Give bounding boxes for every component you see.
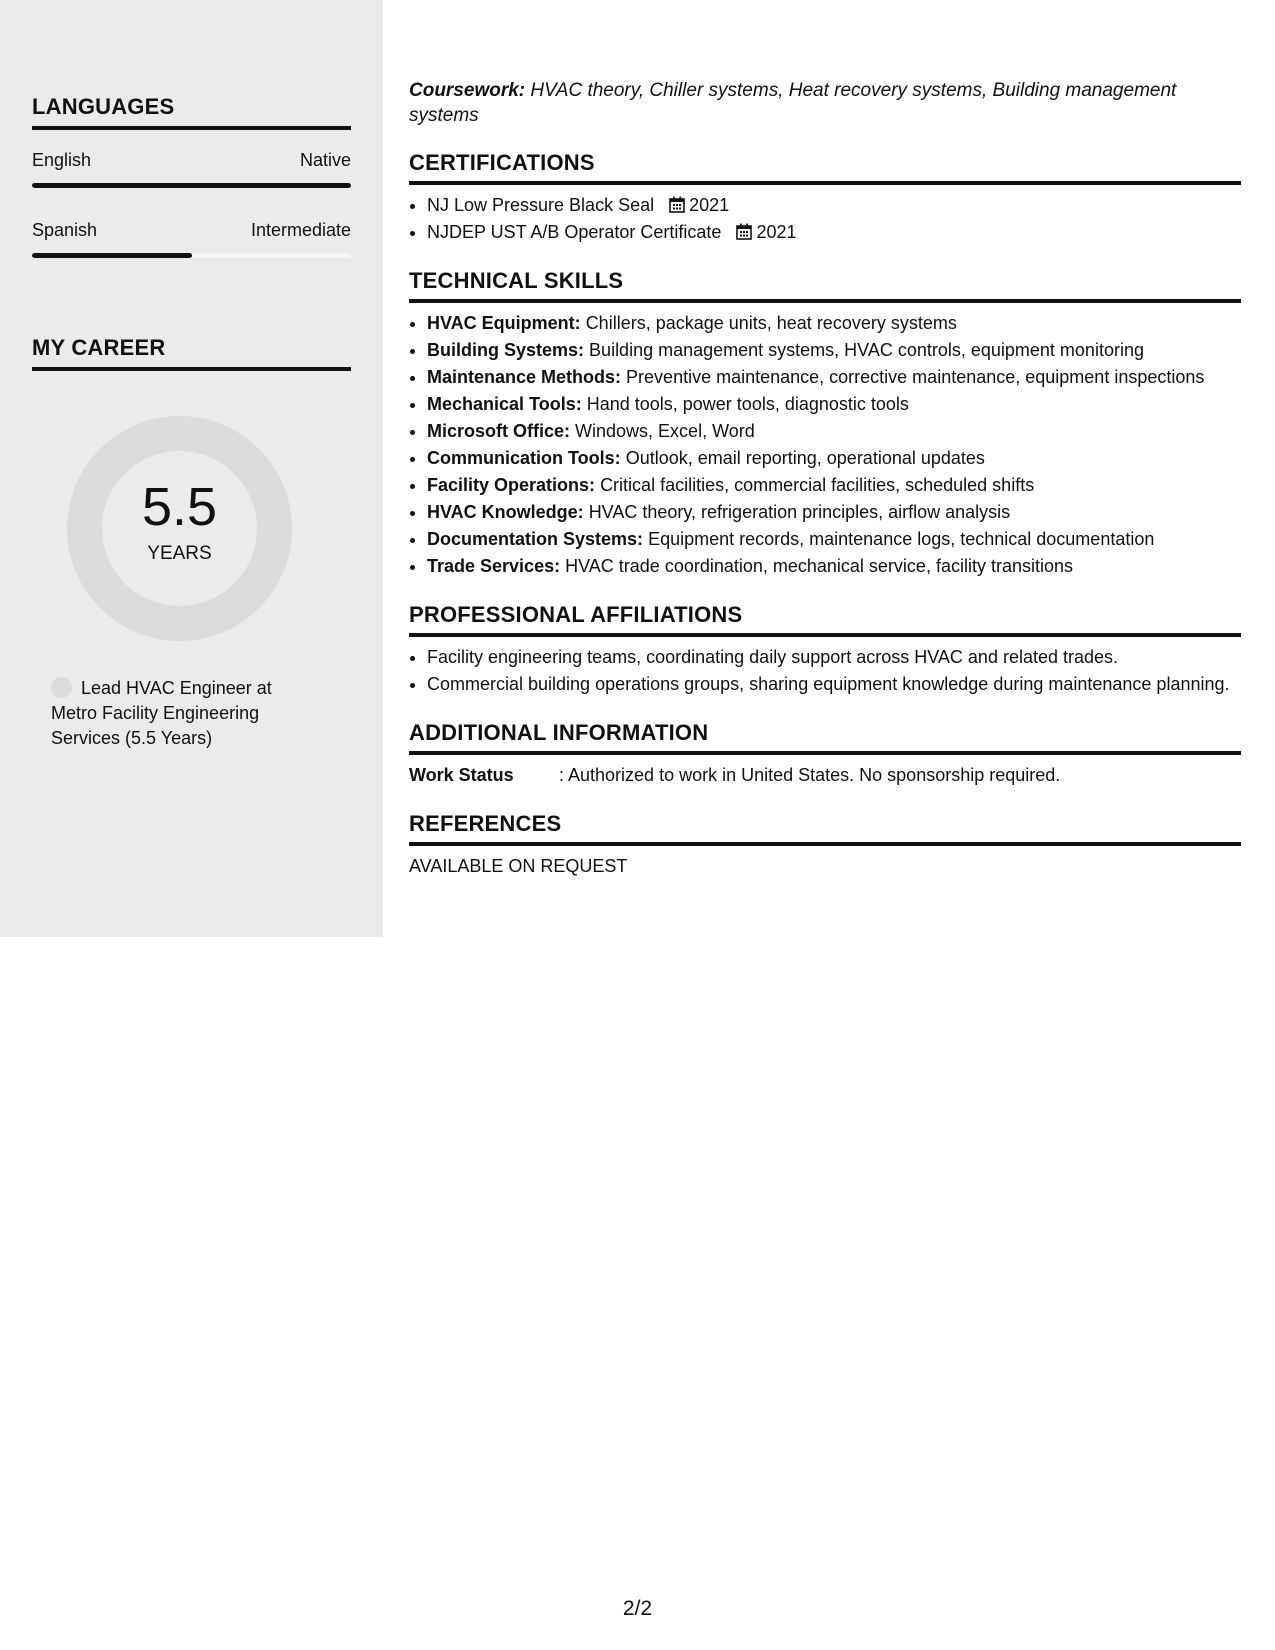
skill-text: Critical facilities, commercial facilities, scheduled shifts xyxy=(600,475,1035,495)
certifications-list xyxy=(409,192,1241,246)
language-spanish-bar xyxy=(32,253,351,258)
language-level: Native xyxy=(299,150,351,170)
skills-list xyxy=(409,310,1241,580)
career-item-text: Lead HVAC Engineer at Metro Facility Engineering Services (5.5 Years) xyxy=(51,678,272,748)
language-spanish-fill xyxy=(32,253,192,258)
skill-label: Mechanical Tools: xyxy=(427,394,582,414)
certification-year: 2021 xyxy=(689,195,730,215)
languages-section xyxy=(32,94,351,240)
skills-heading: TECHNICAL SKILLS xyxy=(409,268,1241,303)
skill-text: Windows, Excel, Word xyxy=(575,421,755,441)
list-item xyxy=(427,445,1241,472)
skill-label: Communication Tools: xyxy=(427,448,621,468)
skill-label: Trade Services: xyxy=(427,556,561,576)
additional-info-heading: ADDITIONAL INFORMATION xyxy=(409,720,1241,755)
work-status-label: Work Status xyxy=(409,765,514,785)
career-years-ring xyxy=(67,416,292,641)
skill-text: Outlook, email reporting, operational updates xyxy=(625,448,985,468)
coursework-label: Coursework: xyxy=(409,80,526,101)
language-name: Spanish xyxy=(32,220,98,240)
list-item xyxy=(427,192,1241,219)
coursework-text: HVAC theory, Chiller systems, Heat recovery systems, Building management systems xyxy=(409,80,1177,126)
list-item xyxy=(427,418,1241,445)
list-item xyxy=(427,310,1241,337)
skill-text: Chillers, package units, heat recovery systems xyxy=(585,313,957,333)
skill-text: HVAC theory, refrigeration principles, airflow analysis xyxy=(588,502,1011,522)
list-item xyxy=(427,499,1241,526)
language-english-fill xyxy=(32,183,351,188)
calendar-icon xyxy=(669,196,685,213)
sidebar xyxy=(0,0,383,937)
coursework xyxy=(409,78,1241,128)
main-content xyxy=(409,78,1241,880)
list-item xyxy=(427,219,1241,246)
list-item: • Facility engineering teams, coordinating daily support across HVAC and related trades. xyxy=(427,644,1241,671)
career-years-unit: YEARS xyxy=(147,543,212,564)
career-heading: MY CAREER xyxy=(32,335,351,371)
career-years-value: 5.5 xyxy=(141,477,218,537)
calendar-icon xyxy=(736,223,752,240)
work-status-value: : Authorized to work in United States. No sponsorship required. xyxy=(559,765,1061,785)
list-item xyxy=(427,364,1241,391)
list-item: • Commercial building operations groups, sharing equipment knowledge during maintenance planning. xyxy=(427,671,1241,698)
skill-label: Documentation Systems: xyxy=(427,529,644,549)
list-item xyxy=(427,472,1241,499)
skill-text: Hand tools, power tools, diagnostic tools xyxy=(586,394,909,414)
skill-text: HVAC trade coordination, mechanical service, facility transitions xyxy=(565,556,1073,576)
references-text: AVAILABLE ON REQUEST xyxy=(409,856,628,876)
skill-label: HVAC Knowledge: xyxy=(427,502,584,522)
list-item xyxy=(427,526,1241,553)
language-english-bar xyxy=(32,183,351,188)
affiliations-list xyxy=(409,644,1241,698)
certifications-heading: CERTIFICATIONS xyxy=(409,150,1241,185)
certification-year: 2021 xyxy=(756,222,797,242)
skill-label: Facility Operations: xyxy=(427,475,596,495)
career-section xyxy=(32,335,351,371)
list-item xyxy=(427,391,1241,418)
career-item xyxy=(51,676,301,751)
skill-text: Preventive maintenance, corrective maintenance, equipment inspections xyxy=(626,367,1205,387)
list-item xyxy=(427,337,1241,364)
references-heading: REFERENCES xyxy=(409,811,1241,846)
language-english-row xyxy=(32,150,351,171)
skill-label: Building Systems: xyxy=(427,340,585,360)
skill-label: Microsoft Office: xyxy=(427,421,571,441)
languages-heading: LANGUAGES xyxy=(32,94,351,130)
skill-text: Building management systems, HVAC controls, equipment monitoring xyxy=(589,340,1144,360)
certification-name: NJ Low Pressure Black Seal xyxy=(427,195,655,215)
language-level: Intermediate xyxy=(250,220,351,240)
career-years-center xyxy=(102,451,257,606)
skill-label: Maintenance Methods: xyxy=(427,367,622,387)
work-status-row xyxy=(409,762,1241,789)
page-number: 2/2 xyxy=(622,1597,653,1620)
skill-text: Equipment records, maintenance logs, technical documentation xyxy=(648,529,1155,549)
affiliations-heading: PROFESSIONAL AFFILIATIONS xyxy=(409,602,1241,637)
career-dot-icon xyxy=(51,677,72,698)
skill-label: HVAC Equipment: xyxy=(427,313,581,333)
list-item xyxy=(427,553,1241,580)
certification-name: NJDEP UST A/B Operator Certificate xyxy=(427,222,722,242)
language-spanish-row xyxy=(32,220,351,241)
language-name: English xyxy=(32,150,92,170)
